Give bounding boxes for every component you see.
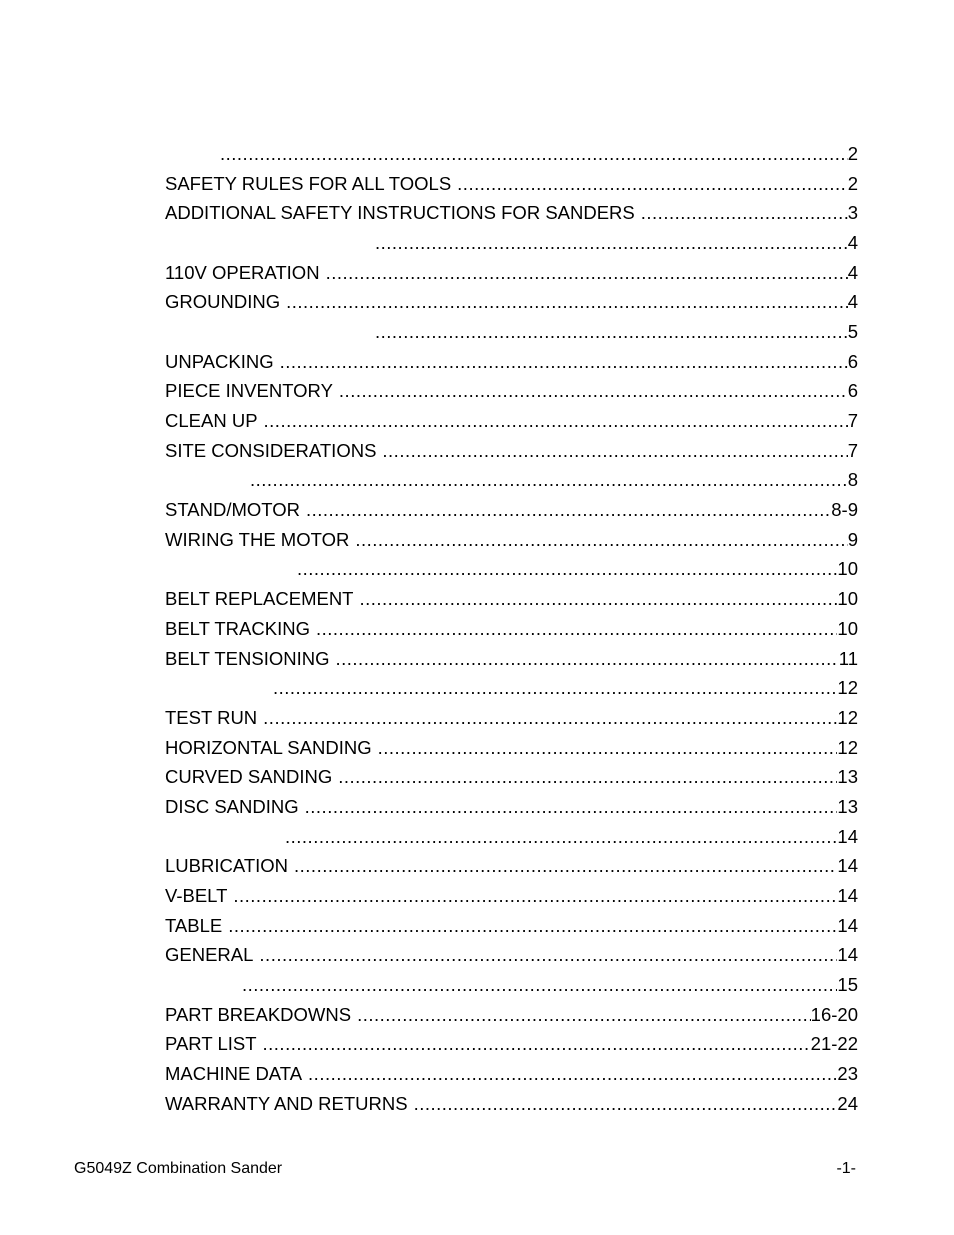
- toc-entry-page: 13: [837, 795, 858, 817]
- toc-entry-page: 24: [837, 1092, 858, 1114]
- toc-dot-leader: [355, 529, 847, 551]
- toc-entry: [165, 792, 858, 822]
- toc-dot-leader: [250, 469, 848, 491]
- toc-dot-leader: [375, 321, 848, 343]
- toc-entry-title: 110V OPERATION: [165, 261, 320, 283]
- toc-dot-leader: [228, 915, 837, 937]
- toc-dot-leader: [414, 1093, 838, 1115]
- toc-entry: [165, 822, 858, 852]
- toc-entry-title: PIECE INVENTORY: [165, 380, 333, 402]
- toc-entry-page: 3: [847, 202, 858, 224]
- toc-entry-page: 11: [838, 647, 858, 669]
- toc-entry: [165, 881, 858, 911]
- toc-entry-page: 6: [847, 350, 858, 372]
- toc-dot-leader: [308, 1063, 837, 1085]
- toc-dot-leader: [242, 974, 837, 996]
- toc-entry-title: UNPACKING: [165, 350, 274, 372]
- toc-dot-leader: [641, 202, 848, 224]
- toc-entry: [165, 495, 858, 525]
- toc-entry: [165, 1000, 858, 1030]
- toc-entry-page: 14: [837, 855, 858, 877]
- toc-entry-page: 12: [837, 677, 858, 699]
- toc-entry-title: MACHINE DATA: [165, 1063, 303, 1085]
- toc-entry-page: 12: [837, 736, 858, 758]
- toc-dot-leader: [220, 143, 848, 165]
- toc-dot-leader: [316, 618, 837, 640]
- toc-dot-leader: [382, 440, 847, 462]
- toc-entry-page: 23: [837, 1063, 858, 1085]
- toc-dot-leader: [375, 232, 848, 254]
- toc-entry-page: 10: [837, 617, 858, 639]
- toc-entry-page: 5: [847, 320, 858, 342]
- toc-entry-title: BELT TENSIONING: [165, 647, 330, 669]
- toc-entry-title: STAND/MOTOR: [165, 499, 300, 521]
- toc-dot-leader: [326, 262, 848, 284]
- toc-entry-page: 4: [847, 231, 858, 253]
- toc-dot-leader: [339, 380, 848, 402]
- toc-entry-title: PART LIST: [165, 1033, 257, 1055]
- toc-entry: [165, 970, 858, 1000]
- toc-entry: [165, 911, 858, 941]
- toc-entry-page: 21-22: [810, 1033, 858, 1055]
- toc-dot-leader: [273, 677, 837, 699]
- toc-dot-leader: [297, 558, 837, 580]
- toc-entry-title: SAFETY RULES FOR ALL TOOLS: [165, 172, 452, 194]
- toc-entry: [165, 377, 858, 407]
- toc-dot-leader: [305, 796, 838, 818]
- toc-entry: [165, 1030, 858, 1060]
- toc-entry: [165, 466, 858, 496]
- toc-entry-page: 2: [847, 142, 858, 164]
- toc-entry: [165, 347, 858, 377]
- toc-entry: [165, 169, 858, 199]
- toc-entry-page: 10: [837, 588, 858, 610]
- toc-entry: [165, 198, 858, 228]
- toc-entry-page: 6: [847, 380, 858, 402]
- toc-entry-title: V-BELT: [165, 885, 228, 907]
- toc-dot-leader: [357, 1004, 811, 1026]
- toc-dot-leader: [336, 648, 839, 670]
- toc-entry-title: TEST RUN: [165, 706, 258, 728]
- toc-dot-leader: [285, 826, 837, 848]
- footer-title: G5049Z Combination Sander: [74, 1160, 283, 1177]
- toc-entry: [165, 614, 858, 644]
- toc-entry-title: CLEAN UP: [165, 410, 258, 432]
- toc-entry-title: SITE CONSIDERATIONS: [165, 439, 377, 461]
- toc-dot-leader: [259, 944, 837, 966]
- toc-entry-title: ADDITIONAL SAFETY INSTRUCTIONS FOR SANDERS: [165, 202, 635, 224]
- toc-entry-title: GROUNDING: [165, 291, 281, 313]
- toc-entry-page: 13: [837, 766, 858, 788]
- toc-entry: [165, 644, 858, 674]
- toc-dot-leader: [263, 1033, 811, 1055]
- toc-entry: [165, 673, 858, 703]
- toc-entry-title: DISC SANDING: [165, 795, 299, 817]
- toc-entry-page: 12: [837, 706, 858, 728]
- toc-entry: [165, 258, 858, 288]
- toc-entry-page: 14: [837, 885, 858, 907]
- toc-entry: [165, 287, 858, 317]
- toc-entry-page: 4: [847, 291, 858, 313]
- toc-entry-title: LUBRICATION: [165, 855, 289, 877]
- toc-entry-title: WIRING THE MOTOR: [165, 528, 350, 550]
- toc-entry: [165, 525, 858, 555]
- toc-entry: [165, 852, 858, 882]
- toc-entry-page: 14: [837, 914, 858, 936]
- toc-entry: [165, 555, 858, 585]
- toc-entry: [165, 139, 858, 169]
- toc-entry-page: 4: [847, 261, 858, 283]
- toc-entry-page: 8-9: [831, 499, 858, 521]
- toc-dot-leader: [306, 499, 831, 521]
- toc-entry: [165, 317, 858, 347]
- toc-dot-leader: [457, 173, 848, 195]
- toc-dot-leader: [280, 351, 848, 373]
- toc-dot-leader: [378, 737, 838, 759]
- toc-entry: [165, 941, 858, 971]
- toc-entry: [165, 733, 858, 763]
- toc-entry-page: 7: [847, 439, 858, 461]
- toc-entry-title: HORIZONTAL SANDING: [165, 736, 372, 758]
- toc-entry-page: 7: [847, 410, 858, 432]
- toc-entry-title: BELT REPLACEMENT: [165, 588, 354, 610]
- toc-entry-title: WARRANTY AND RETURNS: [165, 1092, 408, 1114]
- toc-entry: [165, 584, 858, 614]
- toc-dot-leader: [359, 588, 837, 610]
- table-of-contents: [165, 139, 858, 1119]
- toc-entry-page: 9: [847, 528, 858, 550]
- toc-entry-title: TABLE: [165, 914, 223, 936]
- toc-entry-title: BELT TRACKING: [165, 617, 310, 639]
- toc-dot-leader: [294, 855, 837, 877]
- toc-entry: [165, 1089, 858, 1119]
- page-number: -1-: [836, 1160, 856, 1177]
- toc-dot-leader: [264, 410, 848, 432]
- toc-entry-page: 15: [837, 974, 858, 996]
- toc-entry-page: 14: [837, 825, 858, 847]
- toc-entry: [165, 436, 858, 466]
- toc-dot-leader: [233, 885, 837, 907]
- toc-entry: [165, 703, 858, 733]
- toc-entry: [165, 1059, 858, 1089]
- page-footer: [74, 1160, 856, 1178]
- toc-entry-page: 10: [837, 558, 858, 580]
- toc-entry-title: CURVED SANDING: [165, 766, 333, 788]
- toc-entry-page: 8: [847, 469, 858, 491]
- toc-entry-page: 14: [837, 944, 858, 966]
- toc-entry: [165, 228, 858, 258]
- toc-entry-title: GENERAL: [165, 944, 254, 966]
- toc-entry-page: 16-20: [810, 1003, 858, 1025]
- toc-dot-leader: [286, 291, 848, 313]
- toc-entry-page: 2: [847, 172, 858, 194]
- toc-entry: [165, 762, 858, 792]
- toc-dot-leader: [263, 707, 837, 729]
- toc-dot-leader: [338, 766, 837, 788]
- toc-entry: [165, 406, 858, 436]
- toc-entry-title: PART BREAKDOWNS: [165, 1003, 352, 1025]
